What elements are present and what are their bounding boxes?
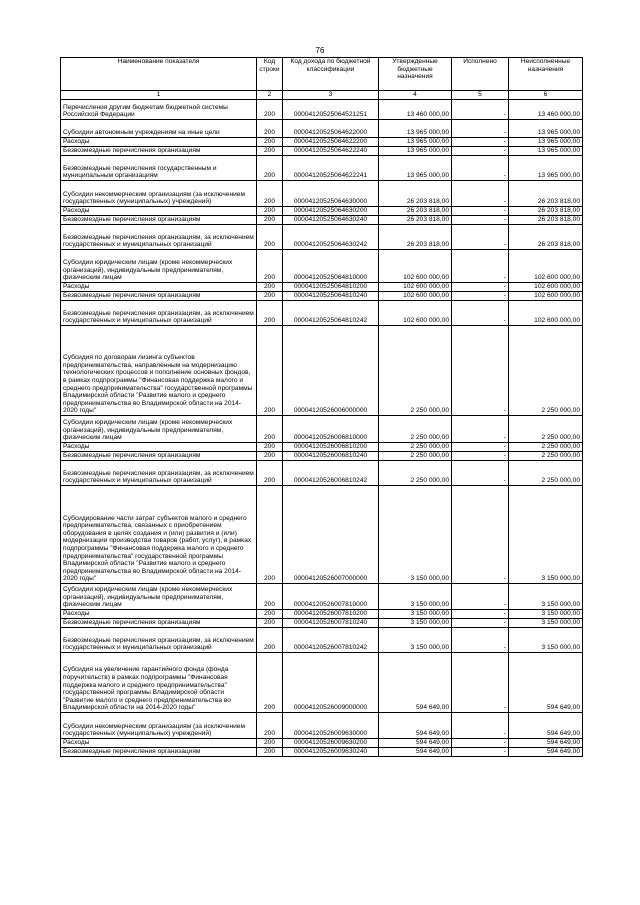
cell-unexecuted: 2 250 000,00 bbox=[509, 461, 583, 486]
cell-executed: - bbox=[452, 207, 509, 216]
cell-unexecuted: 13 965 000,00 bbox=[509, 156, 583, 181]
table-row bbox=[61, 216, 583, 225]
cell-approved: 2 250 000,00 bbox=[379, 461, 452, 486]
cell-class-code: 00004120526007810240 bbox=[283, 619, 379, 628]
cell-name: Субсидии автономным учреждениям на иные цели bbox=[61, 120, 257, 138]
cell-approved: 2 250 000,00 bbox=[379, 443, 452, 452]
cell-code: 200 bbox=[257, 713, 283, 739]
cell-approved: 102 600 000,00 bbox=[379, 292, 452, 301]
cell-class-code: 00004120526007810200 bbox=[283, 610, 379, 619]
cell-name: Безвозмездные перечисления государственным и муниципальным организациям bbox=[61, 156, 257, 181]
cell-name: Расходы bbox=[61, 443, 257, 452]
cell-approved: 2 250 000,00 bbox=[379, 326, 452, 416]
cell-unexecuted: 13 965 000,00 bbox=[509, 138, 583, 147]
cell-class-code: 00004120525064622241 bbox=[283, 156, 379, 181]
cell-name: Безвозмездные перечисления организациям, за исключением государственных и муниципальных организаций bbox=[61, 225, 257, 250]
cell-code: 200 bbox=[257, 653, 283, 713]
cell-executed: - bbox=[452, 250, 509, 283]
cell-unexecuted: 3 150 000,00 bbox=[509, 619, 583, 628]
table-row bbox=[61, 120, 583, 138]
column-number-row bbox=[61, 91, 583, 100]
cell-class-code: 00004120526007810000 bbox=[283, 584, 379, 610]
cell-approved: 594 649,00 bbox=[379, 739, 452, 748]
cell-approved: 594 649,00 bbox=[379, 653, 452, 713]
header-unexecuted: Неисполненные назначения bbox=[509, 58, 583, 91]
cell-class-code: 00004120525064810242 bbox=[283, 301, 379, 326]
cell-unexecuted: 3 150 000,00 bbox=[509, 610, 583, 619]
cell-executed: - bbox=[452, 147, 509, 156]
cell-executed: - bbox=[452, 739, 509, 748]
column-number: 4 bbox=[379, 91, 452, 100]
cell-approved: 102 600 000,00 bbox=[379, 301, 452, 326]
cell-approved: 102 600 000,00 bbox=[379, 283, 452, 292]
cell-class-code: 00004120526006000000 bbox=[283, 326, 379, 416]
cell-name: Расходы bbox=[61, 610, 257, 619]
cell-code: 200 bbox=[257, 486, 283, 584]
cell-class-code: 00004120525064622200 bbox=[283, 138, 379, 147]
cell-name: Безвозмездные перечисления организациям, за исключением государственных и муниципальных организаций bbox=[61, 461, 257, 486]
cell-code: 200 bbox=[257, 416, 283, 443]
cell-unexecuted: 594 649,00 bbox=[509, 739, 583, 748]
cell-executed: - bbox=[452, 452, 509, 461]
cell-executed: - bbox=[452, 653, 509, 713]
cell-executed: - bbox=[452, 301, 509, 326]
cell-code: 200 bbox=[257, 619, 283, 628]
cell-code: 200 bbox=[257, 250, 283, 283]
cell-class-code: 00004120526007000000 bbox=[283, 486, 379, 584]
cell-code: 200 bbox=[257, 628, 283, 653]
cell-code: 200 bbox=[257, 225, 283, 250]
cell-code: 200 bbox=[257, 748, 283, 757]
cell-executed: - bbox=[452, 326, 509, 416]
cell-code: 200 bbox=[257, 443, 283, 452]
cell-approved: 3 150 000,00 bbox=[379, 610, 452, 619]
cell-name: Субсидия по договорам лизинга субъектов предпринимательства, направленным на модернизацию технологических процессов и пополнение основных фондов, в рамках подпрограммы "Финансовая поддержка малого и среднего предпринимательства" государственной программы Владимирской области "Развитие малого и среднего предпринимательства во Владимирской области на 2014-2020 годы" bbox=[61, 326, 257, 416]
table-row bbox=[61, 326, 583, 416]
cell-name: Безвозмездные перечисления организациям bbox=[61, 619, 257, 628]
cell-unexecuted: 594 649,00 bbox=[509, 713, 583, 739]
table-row bbox=[61, 250, 583, 283]
cell-class-code: 00004120525064630242 bbox=[283, 225, 379, 250]
cell-approved: 3 150 000,00 bbox=[379, 584, 452, 610]
cell-executed: - bbox=[452, 748, 509, 757]
cell-unexecuted: 3 150 000,00 bbox=[509, 486, 583, 584]
table-row bbox=[61, 138, 583, 147]
cell-unexecuted: 102 600 000,00 bbox=[509, 250, 583, 283]
cell-name: Субсидирование части затрат субъектов малого и среднего предпринимательства, связанных с приобретением оборудования в целях создания и (или) развития и (или) модернизации производства товаров (работ, услуг), в рамках подпрограммы "Финансовая поддержка малого и среднего предпринимательства" государственной программы Владимирской области "Развитие малого и среднего предпринимательства во Владимирской области на 2014-2020 годы" bbox=[61, 486, 257, 584]
cell-unexecuted: 3 150 000,00 bbox=[509, 628, 583, 653]
table-row bbox=[61, 207, 583, 216]
cell-class-code: 00004120525064810200 bbox=[283, 283, 379, 292]
table-row bbox=[61, 301, 583, 326]
cell-name: Безвозмездные перечисления организациям bbox=[61, 147, 257, 156]
header-name: Наименование показателя bbox=[61, 58, 257, 91]
cell-code: 200 bbox=[257, 739, 283, 748]
cell-code: 200 bbox=[257, 147, 283, 156]
cell-class-code: 00004120526006810240 bbox=[283, 452, 379, 461]
cell-name: Субсидии юридическим лицам (кроме некоммерческих организаций), индивидуальным предпринимателям, физическим лицам bbox=[61, 584, 257, 610]
table-row bbox=[61, 443, 583, 452]
cell-unexecuted: 26 203 818,00 bbox=[509, 225, 583, 250]
cell-unexecuted: 13 460 000,00 bbox=[509, 100, 583, 120]
table-row bbox=[61, 156, 583, 181]
column-number: 6 bbox=[509, 91, 583, 100]
table-row bbox=[61, 181, 583, 207]
cell-approved: 13 965 000,00 bbox=[379, 120, 452, 138]
cell-unexecuted: 2 250 000,00 bbox=[509, 326, 583, 416]
cell-code: 200 bbox=[257, 207, 283, 216]
cell-name: Безвозмездные перечисления организациям, за исключением государственных и муниципальных организаций bbox=[61, 301, 257, 326]
table-row bbox=[61, 292, 583, 301]
cell-executed: - bbox=[452, 216, 509, 225]
cell-executed: - bbox=[452, 443, 509, 452]
cell-unexecuted: 2 250 000,00 bbox=[509, 443, 583, 452]
cell-approved: 3 150 000,00 bbox=[379, 486, 452, 584]
cell-class-code: 00004120525064630240 bbox=[283, 216, 379, 225]
cell-executed: - bbox=[452, 610, 509, 619]
cell-class-code: 00004120526009630000 bbox=[283, 713, 379, 739]
cell-class-code: 00004120526006810200 bbox=[283, 443, 379, 452]
cell-unexecuted: 13 965 000,00 bbox=[509, 147, 583, 156]
cell-code: 200 bbox=[257, 301, 283, 326]
cell-unexecuted: 102 600 000,00 bbox=[509, 301, 583, 326]
table-row bbox=[61, 461, 583, 486]
table-row bbox=[61, 486, 583, 584]
cell-unexecuted: 26 203 818,00 bbox=[509, 207, 583, 216]
table-row bbox=[61, 653, 583, 713]
cell-executed: - bbox=[452, 713, 509, 739]
cell-name: Безвозмездные перечисления организациям bbox=[61, 748, 257, 757]
cell-class-code: 00004120526006810242 bbox=[283, 461, 379, 486]
table-row bbox=[61, 416, 583, 443]
table-row bbox=[61, 739, 583, 748]
table-row bbox=[61, 283, 583, 292]
page-number: 76 bbox=[315, 46, 325, 55]
cell-executed: - bbox=[452, 225, 509, 250]
cell-name: Безвозмездные перечисления организациям bbox=[61, 292, 257, 301]
cell-approved: 26 203 818,00 bbox=[379, 216, 452, 225]
table-row bbox=[61, 225, 583, 250]
cell-approved: 13 965 000,00 bbox=[379, 138, 452, 147]
cell-approved: 26 203 818,00 bbox=[379, 207, 452, 216]
cell-unexecuted: 2 250 000,00 bbox=[509, 452, 583, 461]
cell-class-code: 00004120525064810240 bbox=[283, 292, 379, 301]
cell-code: 200 bbox=[257, 452, 283, 461]
cell-executed: - bbox=[452, 156, 509, 181]
cell-class-code: 00004120526009000000 bbox=[283, 653, 379, 713]
column-number: 5 bbox=[452, 91, 509, 100]
cell-approved: 594 649,00 bbox=[379, 748, 452, 757]
cell-approved: 594 649,00 bbox=[379, 713, 452, 739]
cell-executed: - bbox=[452, 120, 509, 138]
cell-class-code: 00004120526007810242 bbox=[283, 628, 379, 653]
cell-class-code: 00004120526009630240 bbox=[283, 748, 379, 757]
cell-class-code: 00004120525064622000 bbox=[283, 120, 379, 138]
cell-code: 200 bbox=[257, 100, 283, 120]
table-row bbox=[61, 713, 583, 739]
cell-class-code: 00004120525064630200 bbox=[283, 207, 379, 216]
cell-approved: 26 203 818,00 bbox=[379, 225, 452, 250]
cell-class-code: 00004120525064622240 bbox=[283, 147, 379, 156]
table-row bbox=[61, 748, 583, 757]
cell-executed: - bbox=[452, 100, 509, 120]
table-row bbox=[61, 100, 583, 120]
cell-approved: 26 203 818,00 bbox=[379, 181, 452, 207]
cell-code: 200 bbox=[257, 326, 283, 416]
cell-code: 200 bbox=[257, 138, 283, 147]
cell-code: 200 bbox=[257, 120, 283, 138]
cell-executed: - bbox=[452, 486, 509, 584]
table-row bbox=[61, 584, 583, 610]
cell-unexecuted: 2 250 000,00 bbox=[509, 416, 583, 443]
cell-name: Субсидии некоммерческим организациям (за исключением государственных (муниципальных) учреждений) bbox=[61, 181, 257, 207]
cell-name: Субсидии некоммерческим организациям (за исключением государственных (муниципальных) учреждений) bbox=[61, 713, 257, 739]
cell-name: Расходы bbox=[61, 138, 257, 147]
cell-name: Субсидии юридическим лицам (кроме некоммерческих организаций), индивидуальным предпринимателям, физическим лицам bbox=[61, 250, 257, 283]
table-row bbox=[61, 452, 583, 461]
cell-unexecuted: 594 649,00 bbox=[509, 748, 583, 757]
cell-code: 200 bbox=[257, 461, 283, 486]
cell-executed: - bbox=[452, 181, 509, 207]
cell-code: 200 bbox=[257, 584, 283, 610]
cell-approved: 2 250 000,00 bbox=[379, 416, 452, 443]
cell-name: Субсидии юридическим лицам (кроме некоммерческих организаций), индивидуальным предпринимателям, физическим лицам bbox=[61, 416, 257, 443]
cell-name: Перечисления другим бюджетам бюджетной системы Российской Федерации bbox=[61, 100, 257, 120]
cell-unexecuted: 102 600 000,00 bbox=[509, 292, 583, 301]
cell-name: Безвозмездные перечисления организациям bbox=[61, 452, 257, 461]
header-row bbox=[61, 58, 583, 91]
cell-approved: 3 150 000,00 bbox=[379, 619, 452, 628]
cell-name: Безвозмездные перечисления организациям, за исключением государственных и муниципальных организаций bbox=[61, 628, 257, 653]
budget-table bbox=[60, 57, 583, 757]
cell-unexecuted: 26 203 818,00 bbox=[509, 216, 583, 225]
cell-approved: 13 965 000,00 bbox=[379, 147, 452, 156]
cell-approved: 3 150 000,00 bbox=[379, 628, 452, 653]
header-approved: Утвержденные бюджетные назначения bbox=[379, 58, 452, 91]
cell-approved: 13 460 000,00 bbox=[379, 100, 452, 120]
cell-executed: - bbox=[452, 584, 509, 610]
column-number: 3 bbox=[283, 91, 379, 100]
cell-name: Расходы bbox=[61, 739, 257, 748]
cell-code: 200 bbox=[257, 216, 283, 225]
cell-class-code: 00004120526006810000 bbox=[283, 416, 379, 443]
cell-code: 200 bbox=[257, 283, 283, 292]
cell-class-code: 00004120525064630000 bbox=[283, 181, 379, 207]
cell-approved: 2 250 000,00 bbox=[379, 452, 452, 461]
column-number: 2 bbox=[257, 91, 283, 100]
cell-executed: - bbox=[452, 461, 509, 486]
cell-unexecuted: 26 203 818,00 bbox=[509, 181, 583, 207]
cell-code: 200 bbox=[257, 292, 283, 301]
cell-name: Безвозмездные перечисления организациям bbox=[61, 216, 257, 225]
cell-class-code: 00004120525064521251 bbox=[283, 100, 379, 120]
cell-name: Расходы bbox=[61, 283, 257, 292]
cell-executed: - bbox=[452, 619, 509, 628]
cell-name: Субсидия на увеличение гарантийного фонда (фонда поручительств) в рамках подпрограммы "Финансовая поддержка малого и среднего предпринимательства" государственной программы Владимирской области "Развитие малого и среднего предпринимательства во Владимирской области на 2014-2020 годы" bbox=[61, 653, 257, 713]
cell-executed: - bbox=[452, 292, 509, 301]
cell-code: 200 bbox=[257, 610, 283, 619]
cell-executed: - bbox=[452, 138, 509, 147]
header-executed: Исполнено bbox=[452, 58, 509, 91]
header-class-code: Код дохода по бюджетной классификации bbox=[283, 58, 379, 91]
cell-executed: - bbox=[452, 283, 509, 292]
cell-unexecuted: 3 150 000,00 bbox=[509, 584, 583, 610]
table-row bbox=[61, 147, 583, 156]
cell-name: Расходы bbox=[61, 207, 257, 216]
cell-approved: 13 965 000,00 bbox=[379, 156, 452, 181]
cell-approved: 102 600 000,00 bbox=[379, 250, 452, 283]
cell-class-code: 00004120526009630200 bbox=[283, 739, 379, 748]
table-row bbox=[61, 610, 583, 619]
cell-code: 200 bbox=[257, 181, 283, 207]
header-code: Код строки bbox=[257, 58, 283, 91]
cell-executed: - bbox=[452, 416, 509, 443]
table-row bbox=[61, 619, 583, 628]
cell-unexecuted: 13 965 000,00 bbox=[509, 120, 583, 138]
cell-class-code: 00004120525064810000 bbox=[283, 250, 379, 283]
cell-executed: - bbox=[452, 628, 509, 653]
column-number: 1 bbox=[61, 91, 257, 100]
cell-unexecuted: 102 600 000,00 bbox=[509, 283, 583, 292]
cell-unexecuted: 594 649,00 bbox=[509, 653, 583, 713]
cell-code: 200 bbox=[257, 156, 283, 181]
table-row bbox=[61, 628, 583, 653]
